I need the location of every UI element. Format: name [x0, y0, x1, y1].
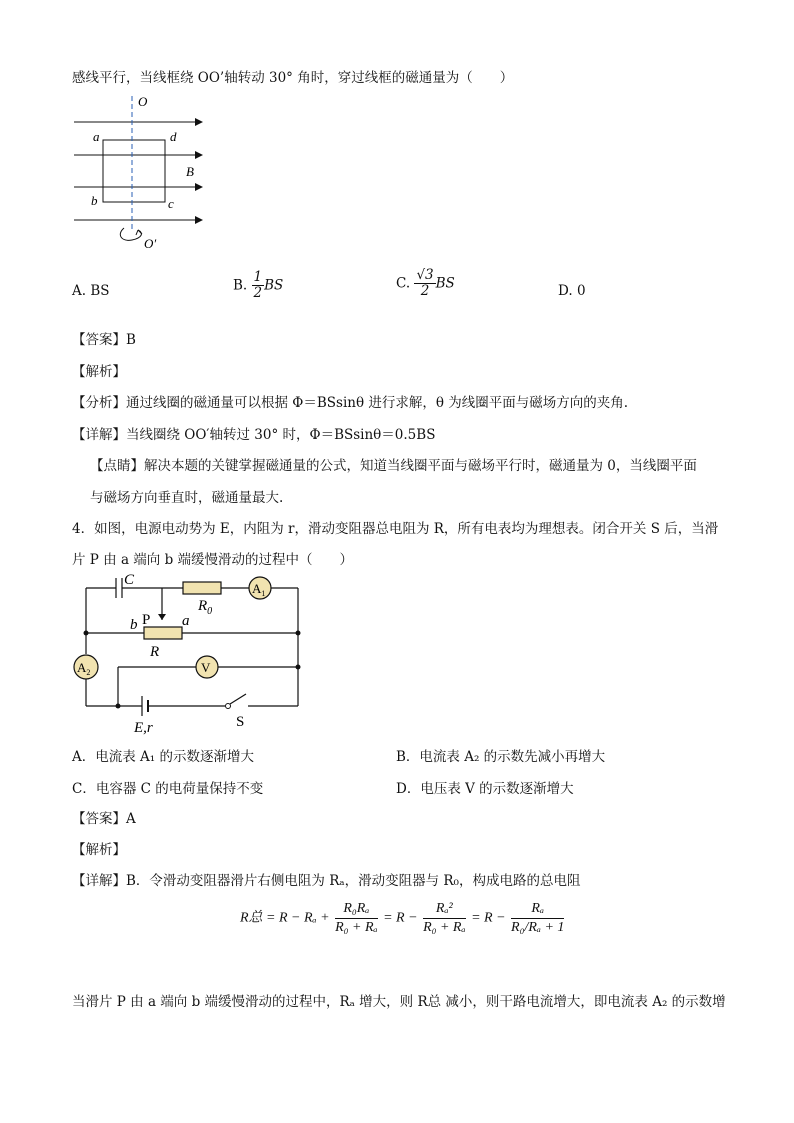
q3-stem: 感线平行，当线框绕 OO’轴转动 30° 角时，穿过线框的磁通量为（ ） [72, 70, 514, 86]
q4-option-d: D．电压表 V 的示数逐渐增大 [396, 781, 574, 797]
label-a2: $A_2$ [77, 660, 91, 677]
q4-answer: 【答案】A [72, 811, 136, 827]
q3-option-d: D. 0 [558, 283, 586, 299]
rheostat-r [144, 627, 182, 639]
q3-jiexi: 【解析】 [72, 364, 126, 380]
label-B: B [186, 164, 194, 179]
label-d: d [170, 129, 177, 144]
q3-option-a: A. BS [72, 283, 110, 299]
label-a1: $A_1$ [252, 581, 266, 598]
label-s: S [236, 714, 245, 730]
switch-contact [226, 704, 231, 709]
q4-stem-2: 片 P 由 a 端向 b 端缓慢滑动的过程中（ ） [72, 552, 354, 568]
q4-last-line: 当滑片 P 由 a 端向 b 端缓慢滑动的过程中，Rₐ 增大，则 R总 减小，则干路电流增大，即电流表 A₂ 的示数增 [72, 994, 726, 1010]
slider-arrow-icon [158, 614, 166, 620]
label-er: E,r [134, 720, 153, 736]
label-p: P [142, 612, 151, 628]
resistor-r0 [183, 582, 221, 594]
q3-dianjing-1: 【点睛】解决本题的关键掌握磁通量的公式，知道当线圈平面与磁场平行时，磁通量为 0，当线圈平面 [90, 458, 697, 474]
q3-option-b: B. $\frac{1}{2}$ BS [233, 269, 284, 301]
q4-xiangjie: 【详解】B．令滑动变阻器滑片右侧电阻为 Rₐ，滑动变阻器与 R₀，构成电路的总电阻 [72, 873, 581, 889]
coil-frame [103, 140, 165, 202]
label-r0: $R_0$ [198, 598, 213, 617]
label-a: a [93, 129, 100, 144]
total-resistance-formula: R总 = R − Rₐ + $\frac{\text{R₀Rₐ}}{\text{R₀ + Rₐ}}$ = R − $\frac{\text{Rₐ²}}{\text{R₀ + Rₐ}}$ = R − $\frac{\text{Rₐ}}{\text{R₀/Rₐ + 1}}$ [240, 901, 565, 935]
flux-figure [70, 90, 210, 255]
label-b: b [91, 193, 98, 208]
q3-fenxi: 【分析】通过线圈的磁通量可以根据 Φ＝BSsinθ 进行求解，θ 为线圈平面与磁场方向的夹角. [72, 395, 629, 411]
q3-answer: 【答案】B [72, 332, 136, 348]
label-a: a [182, 613, 190, 629]
label-o-bottom: O′ [144, 236, 157, 251]
q4-option-b: B．电流表 A₂ 的示数先减小再增大 [396, 749, 606, 765]
label-c: c [168, 196, 174, 211]
q4-option-a: A．电流表 A₁ 的示数逐渐增大 [72, 749, 254, 765]
q3-xiangjie: 【详解】当线圈绕 OO′轴转过 30° 时，Φ＝BSsinθ＝0.5BS [72, 427, 436, 443]
label-b: b [130, 617, 138, 633]
circuit-diagram [70, 568, 310, 740]
label-r: R [150, 644, 160, 660]
q4-option-c: C．电容器 C 的电荷量保持不变 [72, 781, 264, 797]
label-c: C [124, 572, 135, 588]
q4-jiexi: 【解析】 [72, 842, 126, 858]
q3-option-c: C. $\frac{√3}{2}$ BS [396, 267, 455, 299]
label-o-top: O [138, 94, 148, 109]
q3-dianjing-2: 与磁场方向垂直时，磁通量最大. [90, 490, 284, 506]
label-v: V [201, 660, 211, 675]
switch-blade [230, 694, 246, 704]
q4-stem-1: 4．如图，电源电动势为 E，内阻为 r，滑动变阻器总电阻为 R，所有电表均为理想表。闭合开关 S 后，当滑 [72, 521, 719, 537]
